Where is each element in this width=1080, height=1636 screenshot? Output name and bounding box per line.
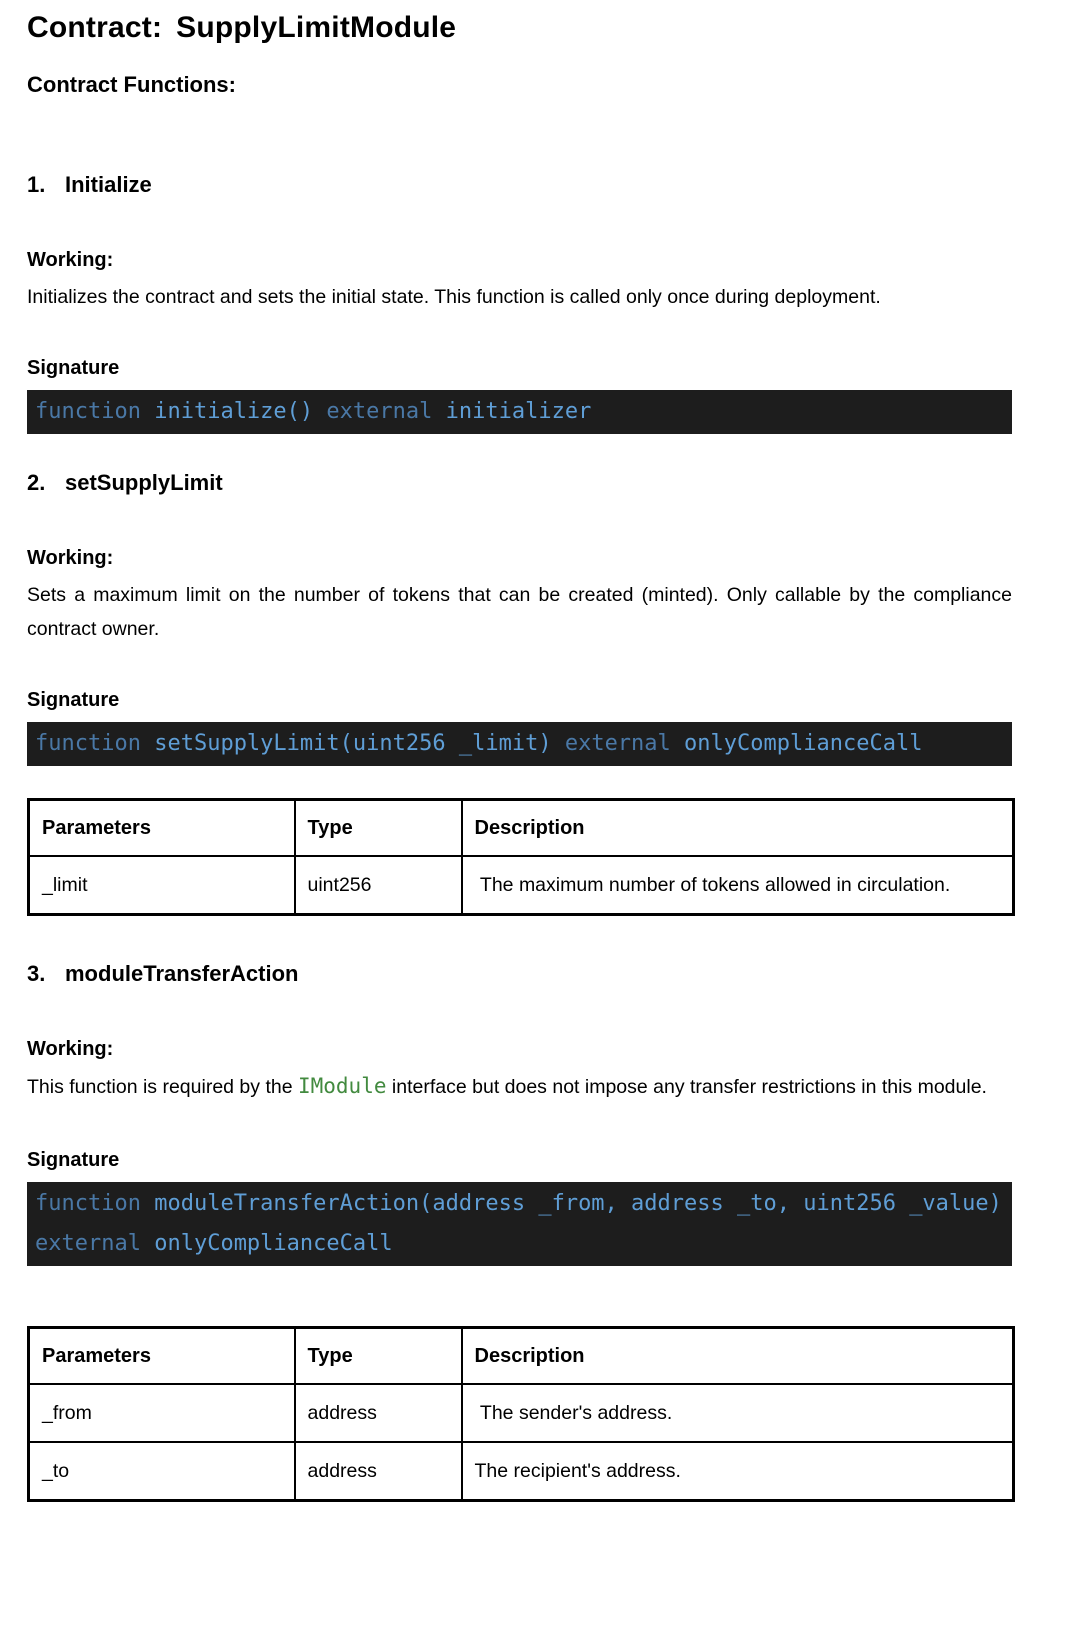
section-heading-initialize (27, 172, 1012, 198)
section-function-name: moduleTransferAction (65, 961, 299, 986)
signature-code-block (27, 390, 1012, 434)
cell-text: The recipient's address. (474, 1460, 681, 1482)
cell-text: The maximum number of tokens allowed in circulation. (474, 874, 951, 896)
table-header-parameters (29, 800, 295, 857)
header-cell-text: Type (307, 817, 353, 839)
code-identifier: onlyComplianceCall (154, 1231, 393, 1256)
section-heading-set-supply-limit (27, 470, 1012, 496)
cell-text: address (307, 1460, 377, 1482)
code-identifier: initialize() (154, 399, 327, 424)
cell-text: _to (42, 1460, 70, 1482)
param-type-cell (295, 1384, 462, 1442)
code-keyword: function (35, 1191, 155, 1216)
code-keyword: function (35, 731, 155, 756)
cell-text: uint256 (307, 874, 372, 896)
cell-text: address (307, 1402, 377, 1424)
table-header-description (462, 1328, 1014, 1385)
table-header-description (462, 800, 1014, 857)
header-cell-text: Description (474, 1345, 585, 1367)
param-type-cell (295, 856, 462, 915)
table-header-row (29, 1328, 1014, 1385)
table-header-type (295, 800, 462, 857)
header-cell-text: Parameters (42, 1345, 151, 1367)
header-cell-text: Description (474, 817, 585, 839)
parameters-table (27, 1326, 1015, 1502)
param-description-cell (462, 1442, 1014, 1501)
working-description: Sets a maximum limit on the number of tokens that can be created (minted). Only callable by the compliance contract owner. (27, 584, 1012, 640)
signature-label: Signature (27, 1149, 120, 1171)
section-number: 3. (27, 961, 46, 986)
contract-functions-heading: Contract Functions: (27, 72, 236, 97)
table-row (29, 1384, 1014, 1442)
table-header-row (29, 800, 1014, 857)
param-type-cell (295, 1442, 462, 1501)
code-line (35, 1184, 1004, 1224)
code-identifier: setSupplyLimit(uint256 _limit) (154, 731, 565, 756)
code-keyword: function (35, 399, 155, 424)
section-set-supply-limit (27, 470, 1012, 916)
working-description: Initializes the contract and sets the initial state. This function is called only once during deployment. (27, 286, 881, 308)
working-label: Working: (27, 547, 114, 569)
code-identifier: onlyComplianceCall (684, 731, 923, 756)
page-title-prefix: Contract: (27, 11, 163, 44)
code-keyword: external (564, 731, 685, 756)
table-header-parameters (29, 1328, 295, 1385)
code-keyword: external (326, 399, 446, 424)
page-title (27, 10, 1012, 46)
section-initialize (27, 172, 1012, 434)
param-name-cell (29, 1384, 295, 1442)
signature-label: Signature (27, 357, 120, 379)
working-label: Working: (27, 1038, 114, 1060)
working-text-before: This function is required by the (27, 1076, 298, 1098)
table-row (29, 1442, 1014, 1501)
param-description-cell (462, 856, 1014, 915)
signature-code-block (27, 1182, 1012, 1266)
param-name-cell (29, 1442, 295, 1501)
cell-text: The sender's address. (474, 1402, 673, 1424)
header-cell-text: Type (307, 1345, 353, 1367)
section-module-transfer-action (27, 961, 1012, 1502)
cell-text: _limit (42, 874, 88, 896)
param-name-cell (29, 856, 295, 915)
code-keyword: external (35, 1231, 155, 1256)
code-identifier: moduleTransferAction(address _from, address _to, uint256 _value) (154, 1191, 1002, 1216)
table-header-type (295, 1328, 462, 1385)
inline-code-imodule: IModule (297, 1074, 387, 1098)
cell-text: _from (42, 1402, 92, 1424)
signature-code-block (27, 722, 1012, 766)
code-line (35, 392, 1004, 432)
working-text-after: interface but does not impose any transfer restrictions in this module. (386, 1076, 987, 1098)
signature-label: Signature (27, 689, 120, 711)
section-number: 2. (27, 470, 46, 495)
working-label: Working: (27, 249, 114, 271)
parameters-table (27, 798, 1015, 916)
page-title-contract-name: SupplyLimitModule (176, 11, 457, 44)
param-description-cell (462, 1384, 1014, 1442)
section-function-name: Initialize (65, 172, 152, 197)
code-line (35, 1224, 1004, 1264)
working-description (27, 1069, 1012, 1104)
code-line (35, 724, 1004, 764)
section-function-name: setSupplyLimit (65, 470, 223, 495)
section-heading-module-transfer-action (27, 961, 1012, 987)
table-row (29, 856, 1014, 915)
header-cell-text: Parameters (42, 817, 151, 839)
code-identifier: initializer (445, 399, 592, 424)
section-number: 1. (27, 172, 46, 197)
